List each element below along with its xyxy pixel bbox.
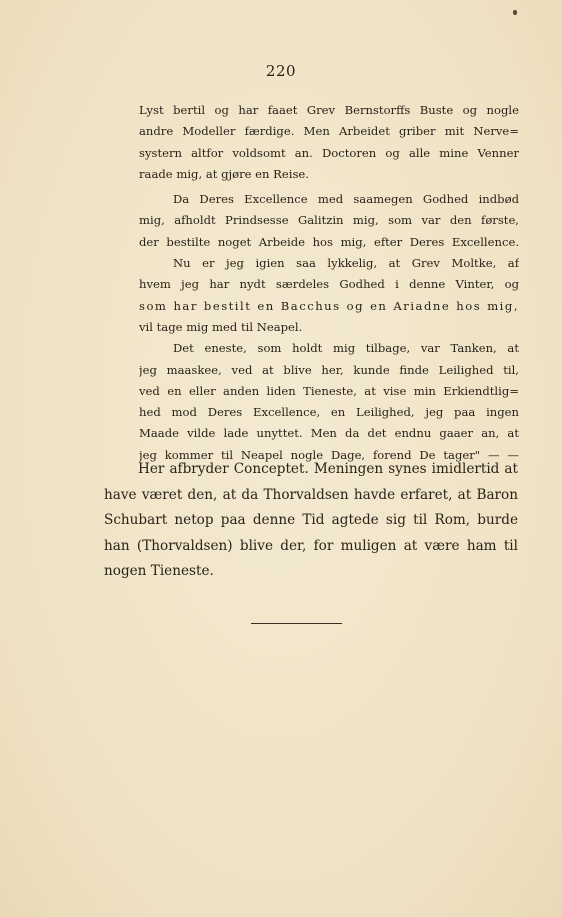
quote-line-15: hed mod Deres Excellence, en Leilighed, jeg paa ingen xyxy=(139,405,519,420)
quote-line-7: der bestilte noget Arbeide hos mig, efter Deres Excellence. xyxy=(139,234,519,249)
quote-line-5: Da Deres Excellence med saamegen Godhed indbød xyxy=(173,192,519,207)
body-line-2: have været den, at da Thorvaldsen havde erfaret, at Baron xyxy=(104,486,518,503)
quote-line-8: Nu er jeg igien saa lykkelig, at Grev Moltke, af xyxy=(173,256,519,271)
quoted-letter xyxy=(139,100,519,466)
page-number: 220 xyxy=(265,62,297,80)
quote-line-10: som har bestilt en Bacchus og en Ariadne hos mig, xyxy=(139,298,519,313)
quote-line-14: ved en eller anden liden Tieneste, at vise min Erkiendtlig= xyxy=(139,383,519,398)
quote-line-2: andre Modeller færdige. Men Arbeidet griber mit Nerve= xyxy=(139,124,519,139)
quote-line-1: Lyst bertil og har faaet Grev Bernstorffs Buste og nogle xyxy=(139,103,519,117)
body-line-1: Her afbryder Conceptet. Meningen synes imidlertid at xyxy=(138,461,518,477)
body-line-4: han (Thorvaldsen) blive der, for muligen at være ham til xyxy=(104,537,518,554)
quote-line-3: systern altfor voldsomt an. Doctoren og alle mine Venner xyxy=(139,145,519,160)
quote-line-9: hvem jeg har nydt særdeles Godhed i denne Vinter, og xyxy=(139,277,519,292)
quote-line-11: vil tage mig med til Neapel. xyxy=(139,319,303,334)
quote-line-13: jeg maaskee, ved at blive her, kunde finde Leilighed til, xyxy=(139,362,519,377)
quote-line-12: Det eneste, som holdt mig tilbage, var Tanken, at xyxy=(173,341,519,356)
ink-speck xyxy=(513,10,517,15)
body-paragraph xyxy=(104,457,518,585)
quote-line-16: Maade vilde lade unyttet. Men da det endnu gaaer an, at xyxy=(139,426,519,441)
body-line-3: Schubart netop paa denne Tid agtede sig til Rom, burde xyxy=(104,512,518,529)
quote-line-6: mig, afholdt Prindsesse Galitzin mig, som var den første, xyxy=(139,213,519,228)
section-divider xyxy=(251,623,342,624)
quote-line-4: raade mig, at gjøre en Reise. xyxy=(139,166,309,181)
body-line-5: nogen Tieneste. xyxy=(104,563,214,580)
quote-line-17: jeg kommer til Neapel nogle Dage, forend De tager" — — xyxy=(139,447,519,462)
